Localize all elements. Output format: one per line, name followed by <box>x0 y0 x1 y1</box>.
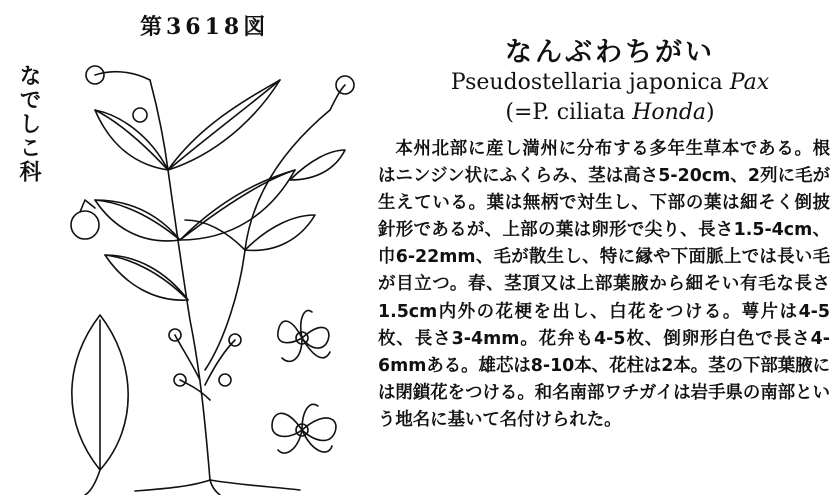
plant-illustration <box>40 40 375 495</box>
leaf <box>245 215 315 250</box>
species-description: 本州北部に産し満州に分布する多年生草本である。根はニンジン状にふくらみ、茎は高さ5-20cm、2列に毛が生えている。葉は無柄で対生し、下部の葉は細そく倒披針形であるが、上部の葉は卵形で尖り、長さ1.5-4cm、巾6-22mm、毛が散生し、特に縁や下面脈上では長い毛が目立つ。春、茎頂又は上部葉腋から細そい有毛な長さ1.5cm内外の花梗を出し、白花をつける。萼片は4-5枚、長さ3-4mm。花弁も4-5枚、倒卵形白色で長さ4-6mmある。雄芯は8-10本、花柱は2本。茎の下部葉腋には閉鎖花をつける。和名南部ワチガイは岩手県の南部という地名に基いて名付けられた。 <box>378 139 830 430</box>
leaf <box>95 200 180 241</box>
japanese-name: なんぶわちがい <box>505 37 715 68</box>
root <box>135 480 210 491</box>
scientific-author: Pax <box>729 70 770 95</box>
scientific-binomial: Pseudostellaria japonica <box>450 70 723 95</box>
leaf <box>105 255 188 300</box>
family-label: なでしこ科 <box>16 64 42 184</box>
root-3 <box>210 480 220 495</box>
flower-bud <box>133 108 147 122</box>
synonym <box>395 100 825 125</box>
synonym-author: Honda <box>632 100 707 125</box>
leaf <box>95 110 168 170</box>
synonym-prefix: (=P. ciliata <box>505 100 626 125</box>
fruit <box>71 211 99 239</box>
cleistogamous-flowers <box>175 335 235 400</box>
leaf <box>180 170 295 240</box>
figure-number: 第3618図 <box>140 14 270 40</box>
synonym-suffix: ) <box>706 100 715 125</box>
flower-detail-bottom <box>272 404 336 453</box>
leaf <box>290 150 345 180</box>
flower-detail-top <box>278 310 330 361</box>
main-stem <box>150 80 210 480</box>
root-2 <box>210 480 300 490</box>
scientific-name <box>395 70 825 95</box>
